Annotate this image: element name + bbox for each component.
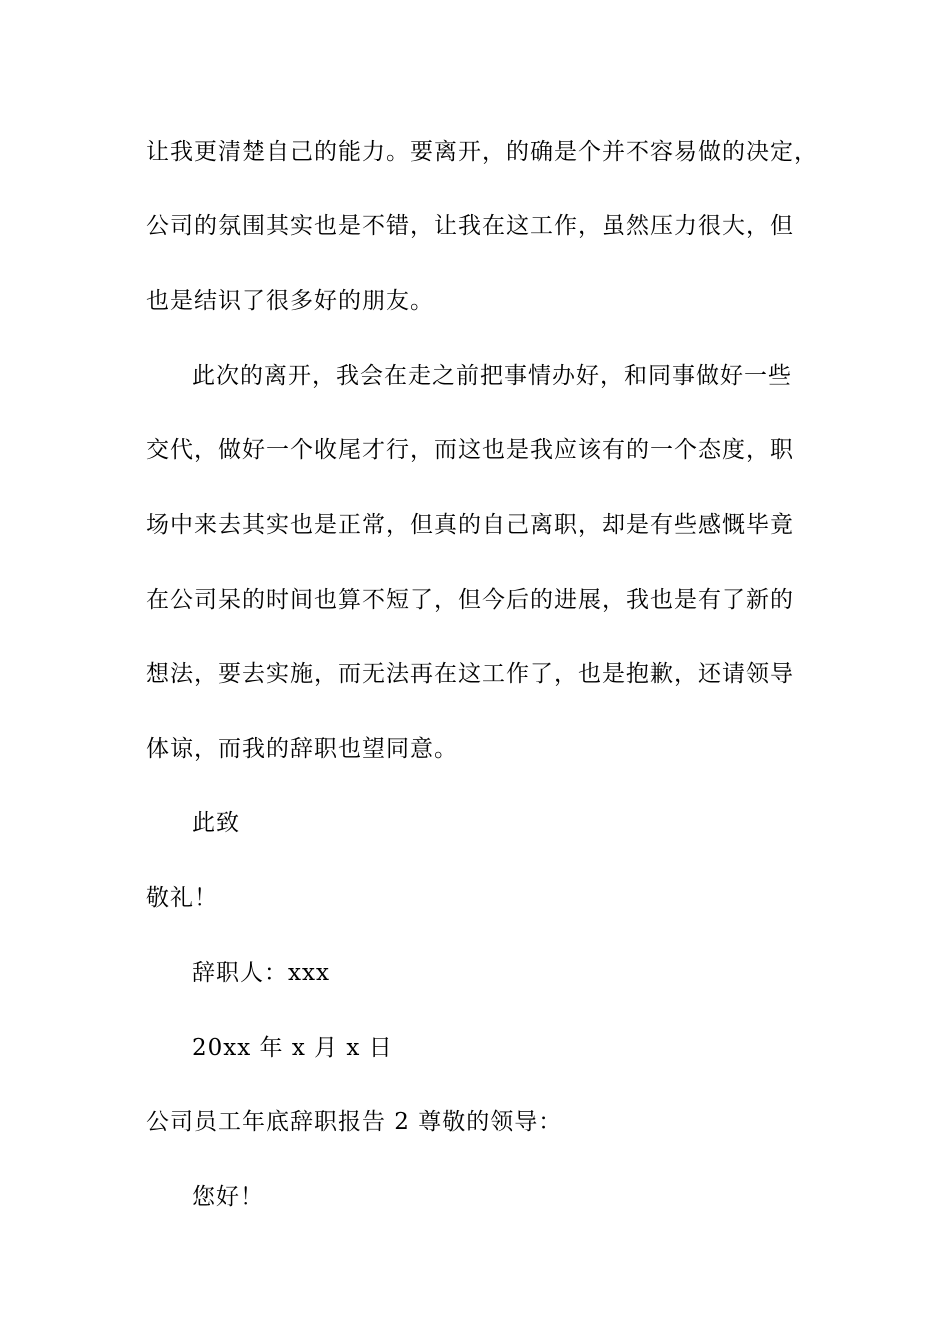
paragraph-line: 此次的离开，我会在走之前把事情办好，和同事做好一些 <box>192 363 792 389</box>
paragraph-line: 让我更清楚自己的能力。要离开，的确是个并不容易做的决定， <box>146 139 818 165</box>
closing-salutation: 此致 <box>192 810 240 836</box>
paragraph-line: 想法，要去实施，而无法再在这工作了，也是抱歉，还请领导 <box>146 661 794 687</box>
paragraph-line: 交代，做好一个收尾才行，而这也是我应该有的一个态度，职 <box>146 437 794 463</box>
paragraph-line: 场中来去其实也是正常，但真的自己离职，却是有些感慨毕竟 <box>146 512 794 538</box>
paragraph-line: 公司的氛围其实也是不错，让我在这工作，虽然压力很大，但 <box>146 213 794 239</box>
greeting: 您好！ <box>192 1184 264 1210</box>
signature-date: 20xx 年 x 月 x 日 <box>192 1035 393 1061</box>
paragraph-line: 也是结识了很多好的朋友。 <box>146 288 434 314</box>
paragraph-line: 体谅，而我的辞职也望同意。 <box>146 736 458 762</box>
closing-regards: 敬礼！ <box>146 885 218 911</box>
signature-name: 辞职人：xxx <box>192 960 330 986</box>
paragraph-line: 在公司呆的时间也算不短了，但今后的进展，我也是有了新的 <box>146 587 794 613</box>
section-heading: 公司员工年底辞职报告 2 尊敬的领导： <box>146 1109 563 1135</box>
